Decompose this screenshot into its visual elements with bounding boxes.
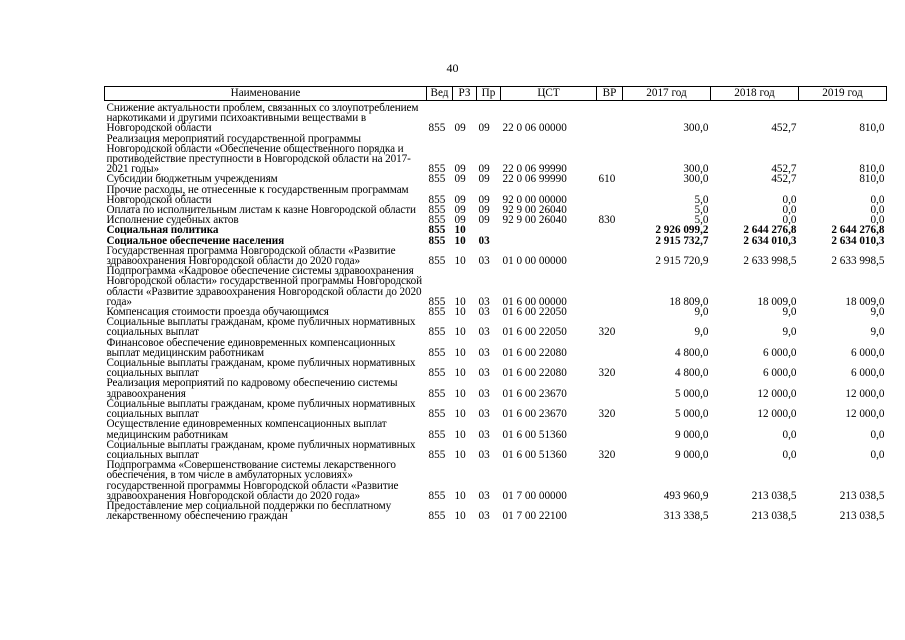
row-2017: 5 000,0 <box>674 408 709 421</box>
table-row <box>105 501 887 521</box>
table-row <box>105 358 887 378</box>
row-2018: 12 000,0 <box>757 408 797 421</box>
row-vr <box>597 236 623 246</box>
table-row <box>105 101 887 134</box>
row-2017: 300,0 <box>683 173 709 186</box>
row-ved: 855 <box>428 204 446 217</box>
row-2018: 9,0 <box>782 326 797 339</box>
row-2017: 9 000,0 <box>674 428 709 441</box>
header-2017: 2017 год <box>623 87 711 101</box>
row-cst: 01 6 00 00000 <box>502 295 567 308</box>
row-cst: 01 7 00 22100 <box>502 510 567 523</box>
row-2017: 5,0 <box>694 214 709 227</box>
row-vr <box>597 246 623 266</box>
page-number: 40 <box>446 61 459 75</box>
row-ved: 855 <box>428 173 446 186</box>
row-vr: 320 <box>598 448 616 461</box>
row-2018: 0,0 <box>782 214 797 227</box>
table-row <box>105 378 887 398</box>
row-name: Социальные выплаты гражданам, кроме публичных нормативных социальных выплат <box>106 316 416 339</box>
row-name: Компенсация стоимости проезда обучающимся <box>106 306 329 319</box>
row-2019: 0,0 <box>870 214 885 227</box>
row-cst: 22 0 06 99990 <box>502 173 567 186</box>
row-cst <box>501 236 597 246</box>
header-vr: ВР <box>597 87 623 101</box>
table-row <box>105 317 887 337</box>
row-cst: 01 7 00 00000 <box>502 489 567 502</box>
row-pr: 03 <box>478 408 490 421</box>
row-rz: 09 <box>454 173 466 186</box>
row-2017: 300,0 <box>683 163 709 176</box>
row-vr: 830 <box>598 214 616 227</box>
table-row <box>105 185 887 205</box>
row-rz: 10 <box>454 326 466 339</box>
row-pr: 03 <box>478 448 490 461</box>
row-pr: 09 <box>478 204 490 217</box>
row-2019: 12 000,0 <box>845 408 885 421</box>
row-2019: 2 644 276,8 <box>831 224 885 237</box>
row-vr <box>597 460 623 501</box>
row-2019: 2 633 998,5 <box>831 255 885 268</box>
row-rz: 10 <box>454 306 466 319</box>
row-vr <box>597 101 623 134</box>
row-pr: 09 <box>478 193 490 206</box>
row-2019: 9,0 <box>870 326 885 339</box>
row-2018: 6 000,0 <box>762 367 797 380</box>
row-pr: 03 <box>478 326 490 339</box>
row-2019: 213 038,5 <box>839 510 885 523</box>
table-row <box>105 460 887 501</box>
header-cst: ЦСТ <box>501 87 597 101</box>
header-name: Наименование <box>105 87 427 101</box>
row-vr <box>597 307 623 317</box>
row-name: Финансовое обеспечение единовременных компенсационных выплат медицинским работникам <box>106 336 396 359</box>
row-cst: 01 6 00 51360 <box>502 448 567 461</box>
row-name: Исполнение судебных актов <box>106 214 239 227</box>
row-2018: 12 000,0 <box>757 387 797 400</box>
row-2017: 300,0 <box>683 122 709 135</box>
row-ved: 855 <box>428 306 446 319</box>
row-2017: 9 000,0 <box>674 448 709 461</box>
row-2019: 810,0 <box>859 163 885 176</box>
row-cst: 01 0 00 00000 <box>502 255 567 268</box>
row-pr: 03 <box>478 295 490 308</box>
row-2019: 810,0 <box>859 122 885 135</box>
row-2019: 810,0 <box>859 173 885 186</box>
row-2017: 2 915 732,7 <box>655 234 709 247</box>
row-2018: 0,0 <box>782 448 797 461</box>
row-pr: 03 <box>478 255 490 268</box>
row-pr: 03 <box>478 306 490 319</box>
row-name: Осуществление единовременных компенсационных выплат медицинским работникам <box>106 418 387 441</box>
row-vr: 320 <box>598 367 616 380</box>
row-rz: 09 <box>454 214 466 227</box>
row-2018: 2 634 010,3 <box>743 234 797 247</box>
header-pr: Пр <box>477 87 501 101</box>
row-2017: 4 800,0 <box>674 346 709 359</box>
row-pr: 03 <box>478 510 490 523</box>
row-cst: 01 6 00 51360 <box>502 428 567 441</box>
row-2018: 452,7 <box>771 163 797 176</box>
row-rz: 09 <box>454 204 466 217</box>
row-name: Реализация мероприятий государственной программы Новгородской области «Обеспечение общественного порядка и противодействие преступности в Новгородской области на 2017-2021 годы» <box>106 132 411 176</box>
row-cst: 92 0 00 00000 <box>502 193 567 206</box>
row-2019: 12 000,0 <box>845 387 885 400</box>
row-pr: 03 <box>478 489 490 502</box>
row-2018: 213 038,5 <box>751 489 797 502</box>
row-2017: 4 800,0 <box>674 367 709 380</box>
row-cst: 01 6 00 23670 <box>502 408 567 421</box>
row-rz: 10 <box>454 295 466 308</box>
row-2019: 213 038,5 <box>839 489 885 502</box>
table-row <box>105 134 887 175</box>
row-rz: 10 <box>454 448 466 461</box>
row-2017: 9,0 <box>694 306 709 319</box>
row-vr <box>597 338 623 358</box>
row-rz: 10 <box>454 489 466 502</box>
row-2019: 6 000,0 <box>850 367 885 380</box>
row-2017: 5,0 <box>694 193 709 206</box>
table-row <box>105 440 887 460</box>
row-ved: 855 <box>428 428 446 441</box>
row-ved: 855 <box>428 193 446 206</box>
row-rz: 10 <box>454 234 466 247</box>
row-cst <box>501 225 597 235</box>
row-rz: 10 <box>454 387 466 400</box>
row-2017: 9,0 <box>694 326 709 339</box>
row-2018: 2 644 276,8 <box>743 224 797 237</box>
table-row <box>105 266 887 307</box>
row-rz: 10 <box>454 224 466 237</box>
row-ved: 855 <box>428 346 446 359</box>
row-name: Прочие расходы, не отнесенные к государственным программам Новгородской области <box>106 183 409 206</box>
row-rz: 10 <box>454 428 466 441</box>
row-rz: 10 <box>454 367 466 380</box>
row-name: Реализация мероприятий по кадровому обеспечению системы здравоохранения <box>106 377 398 400</box>
row-cst: 92 9 00 26040 <box>502 204 567 217</box>
row-pr: 09 <box>478 173 490 186</box>
row-vr <box>597 378 623 398</box>
row-vr <box>597 225 623 235</box>
row-ved: 855 <box>428 234 446 247</box>
row-ved: 855 <box>428 163 446 176</box>
row-rz: 10 <box>454 346 466 359</box>
row-rz: 09 <box>454 163 466 176</box>
row-2018: 452,7 <box>771 173 797 186</box>
table-row <box>105 399 887 419</box>
header-2018: 2018 год <box>711 87 799 101</box>
row-cst: 92 9 00 26040 <box>502 214 567 227</box>
row-cst: 22 0 06 00000 <box>502 122 567 135</box>
row-name: Подпрограмма «Кадровое обеспечение системы здравоохранения Новгородской области» государственной программы Новгородской области «Развитие здравоохранения Новгородской области до 2020 года» <box>106 265 423 308</box>
row-ved: 855 <box>428 408 446 421</box>
row-name: Предоставление мер социальной поддержки по бесплатному лекарственному обеспечению граждан <box>106 499 392 523</box>
row-2018: 0,0 <box>782 204 797 217</box>
row-cst: 01 6 00 22080 <box>502 346 567 359</box>
budget-table <box>104 86 887 521</box>
row-name: Социальные выплаты гражданам, кроме публичных нормативных социальных выплат <box>106 397 416 421</box>
row-2019: 0,0 <box>870 193 885 206</box>
header-ved: Вед <box>427 87 453 101</box>
row-ved: 855 <box>428 326 446 339</box>
row-ved: 855 <box>428 224 446 237</box>
row-rz: 09 <box>454 193 466 206</box>
row-ved: 855 <box>428 367 446 380</box>
row-ved: 855 <box>428 489 446 502</box>
row-name: Социальное обеспечение населения <box>106 234 285 247</box>
row-name: Социальные выплаты гражданам, кроме публичных нормативных социальных выплат <box>106 357 416 380</box>
row-name: Социальная политика <box>106 224 219 237</box>
row-2017: 493 960,9 <box>663 489 709 502</box>
row-name: Государственная программа Новгородской области «Развитие здравоохранения Новгородской области до 2020 года» <box>106 244 396 268</box>
row-cst: 01 6 00 22050 <box>502 326 567 339</box>
table-body <box>105 101 887 522</box>
row-2019: 6 000,0 <box>850 346 885 359</box>
row-name: Оплата по исполнительным листам к казне Новгородской области <box>106 204 416 217</box>
row-vr <box>597 419 623 439</box>
row-pr: 09 <box>478 122 490 135</box>
row-rz: 10 <box>454 408 466 421</box>
row-ved: 855 <box>428 448 446 461</box>
row-2017: 5 000,0 <box>674 387 709 400</box>
row-cst: 01 6 00 22080 <box>502 367 567 380</box>
table-header <box>105 87 887 101</box>
row-ved: 855 <box>428 214 446 227</box>
row-pr: 03 <box>478 367 490 380</box>
row-ved: 855 <box>428 510 446 523</box>
row-rz: 09 <box>454 122 466 135</box>
row-pr: 09 <box>478 214 490 227</box>
row-pr: 03 <box>478 234 490 247</box>
table-row <box>105 419 887 439</box>
row-2019: 9,0 <box>870 306 885 319</box>
row-ved: 855 <box>428 255 446 268</box>
row-cst: 22 0 06 99990 <box>502 163 567 176</box>
row-ved: 855 <box>428 295 446 308</box>
row-2019: 0,0 <box>870 428 885 441</box>
row-ved: 855 <box>428 122 446 135</box>
row-rz: 10 <box>454 255 466 268</box>
table-row <box>105 338 887 358</box>
row-2018: 2 633 998,5 <box>743 255 797 268</box>
row-name: Социальные выплаты гражданам, кроме публичных нормативных социальных выплат <box>106 438 416 461</box>
row-vr <box>597 501 623 521</box>
row-vr <box>597 185 623 205</box>
row-2017: 313 338,5 <box>663 510 709 523</box>
row-pr: 03 <box>478 428 490 441</box>
row-2017: 2 926 099,2 <box>655 224 709 237</box>
row-2018: 0,0 <box>782 193 797 206</box>
row-pr: 03 <box>478 387 490 400</box>
row-vr: 320 <box>598 408 616 421</box>
row-2018: 0,0 <box>782 428 797 441</box>
row-vr <box>597 134 623 175</box>
header-2019: 2019 год <box>799 87 887 101</box>
row-2018: 18 009,0 <box>757 295 797 308</box>
row-name: Снижение актуальности проблем, связанных со злоупотреблением наркотиками и другими психоактивными веществами в Новгородской области <box>106 102 419 135</box>
row-2018: 452,7 <box>771 122 797 135</box>
row-2017: 18 809,0 <box>669 295 709 308</box>
row-pr: 03 <box>478 346 490 359</box>
row-cst: 01 6 00 22050 <box>502 306 567 319</box>
row-cst: 01 6 00 23670 <box>502 387 567 400</box>
row-2019: 0,0 <box>870 448 885 461</box>
row-2019: 2 634 010,3 <box>831 234 885 247</box>
header-rz: РЗ <box>453 87 477 101</box>
table-row <box>105 246 887 266</box>
row-vr: 320 <box>598 326 616 339</box>
row-2018: 6 000,0 <box>762 346 797 359</box>
row-name: Подпрограмма «Совершенствование системы лекарственного обеспечения, в том числе в амбулаторных условиях» государственной программы Новгородской области «Развитие здравоохранения Новгородской области до 2020 года» <box>106 459 399 502</box>
row-ved: 855 <box>428 387 446 400</box>
row-name: Субсидии бюджетным учреждениям <box>106 173 278 186</box>
row-2019: 18 009,0 <box>845 295 885 308</box>
row-pr: 09 <box>478 163 490 176</box>
row-2018: 9,0 <box>782 306 797 319</box>
row-2017: 5,0 <box>694 204 709 217</box>
row-rz: 10 <box>454 510 466 523</box>
row-2017: 2 915 720,9 <box>655 255 709 268</box>
row-2018: 213 038,5 <box>751 510 797 523</box>
row-vr <box>597 266 623 307</box>
row-2019: 0,0 <box>870 204 885 217</box>
row-vr: 610 <box>598 173 616 186</box>
